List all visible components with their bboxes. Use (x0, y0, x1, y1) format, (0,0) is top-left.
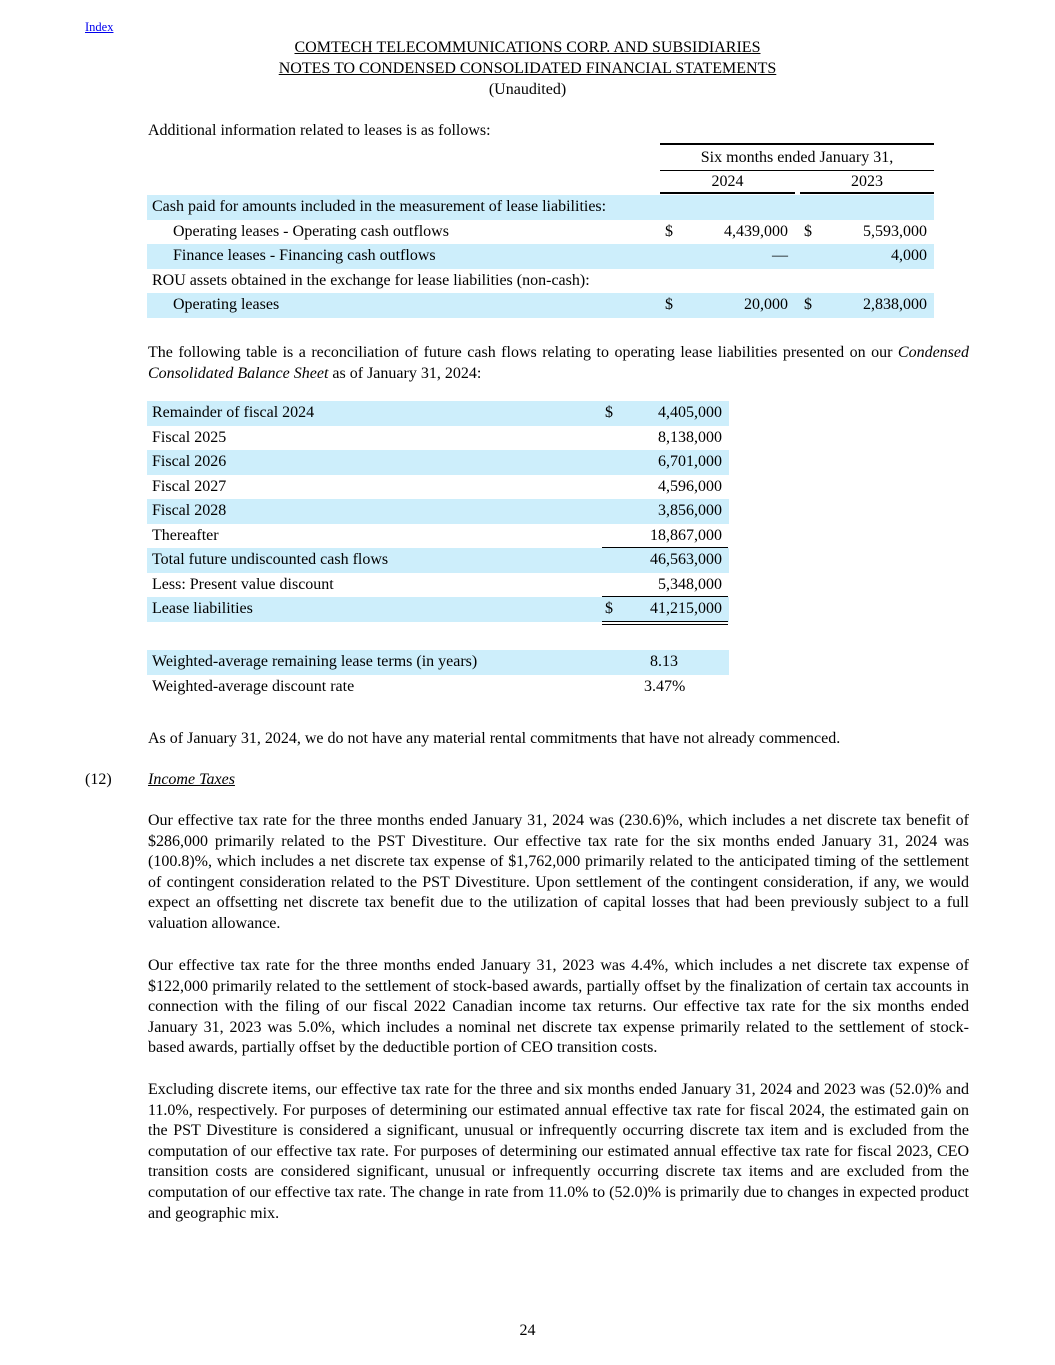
company-name: COMTECH TELECOMMUNICATIONS CORP. AND SUBSIDIARIES (294, 39, 761, 56)
index-link[interactable]: Index (85, 20, 114, 34)
year-2024-rule (660, 192, 795, 194)
reconciliation-label: Total future undiscounted cash flows (152, 551, 389, 568)
reconciliation-row (147, 426, 729, 451)
reconciliation-label: Fiscal 2026 (152, 453, 227, 470)
reconciliation-label: Thereafter (152, 526, 219, 544)
reconciliation-row (147, 548, 729, 573)
lease-value-2024: — (772, 247, 788, 264)
reconciliation-value: 18,867,000 (650, 526, 722, 544)
reconciliation-intro-text: as of January 31, 2024: (328, 364, 482, 382)
currency-symbol: $ (804, 222, 812, 240)
reconciliation-row (147, 597, 729, 622)
weighted-row (147, 675, 729, 700)
lease-value-2024: 4,439,000 (724, 222, 788, 240)
reconciliation-row (147, 475, 729, 500)
period-underline (660, 170, 934, 171)
double-rule-lower (602, 624, 728, 625)
currency-symbol: $ (804, 296, 812, 313)
reconciliation-label: Fiscal 2025 (152, 428, 227, 446)
lease-value-2023: 5,593,000 (863, 222, 927, 240)
weighted-label: Weighted-average remaining lease terms (in years) (152, 653, 478, 670)
income-tax-paragraph: Excluding discrete items, our effective tax rate for the three and six months ended January 31, 2024 and 2023 was (52.0)% and 11.0%, respectively. For purposes of determining our estimated annual effective tax rate for fiscal 2024, the estimated gain on the PST Divestiture is considered a significant, unusual or infrequently occurring discrete tax item and is excluded from the computation of our effective tax rate. For purposes of determining our estimated annual effective tax rate for fiscal 2023, CEO transition costs are considered significant, unusual or infrequently occurring discrete tax items and are excluded from the computation of our effective tax rate. The change in rate from 11.0% to (52.0)% is primarily due to changes in expected product and geographic mix. (148, 1081, 969, 1222)
lease-value-2024: 20,000 (744, 296, 788, 313)
lease-row (147, 220, 934, 245)
lease-row (147, 293, 934, 318)
reconciliation-row (147, 499, 729, 524)
reconciliation-label: Remainder of fiscal 2024 (152, 404, 315, 421)
weighted-row (147, 650, 729, 675)
section-title: Income Taxes (148, 771, 235, 788)
lease-row-label: Finance leases - Financing cash outflows (173, 247, 436, 264)
reconciliation-value: 5,348,000 (658, 575, 722, 593)
reconciliation-label: Lease liabilities (152, 600, 253, 617)
reconciliation-value: 6,701,000 (658, 453, 722, 470)
lease-row-label: Cash paid for amounts included in the measurement of lease liabilities: (152, 198, 607, 215)
unaudited-label: (Unaudited) (488, 81, 567, 98)
lease-value-2023: 4,000 (891, 247, 927, 264)
reconciliation-label: Fiscal 2028 (152, 502, 227, 519)
lease-row (147, 269, 934, 294)
weighted-label: Weighted-average discount rate (152, 677, 355, 695)
lease-row-label: Operating leases (173, 296, 280, 313)
lease-info-intro: Additional information related to leases is as follows: (148, 122, 491, 139)
lease-row-label: ROU assets obtained in the exchange for lease liabilities (non-cash): (152, 271, 590, 289)
currency-symbol: $ (605, 404, 613, 421)
currency-symbol: $ (605, 600, 613, 617)
reconciliation-row (147, 524, 729, 549)
page-number: 24 (519, 1322, 536, 1339)
reconciliation-intro-text: The following table is a reconciliation of future cash flows relating to operating lease liabilities presented on our (148, 344, 898, 361)
reconciliation-value: 41,215,000 (650, 600, 722, 617)
reconciliation-row (147, 450, 729, 475)
lease-row (147, 195, 934, 220)
year-2024-header: 2024 (711, 173, 744, 190)
balance-sheet-title: Condensed Consolidated Balance Sheet (148, 344, 969, 382)
currency-symbol: $ (665, 222, 673, 240)
reconciliation-value: 3,856,000 (658, 502, 722, 519)
year-2023-rule (800, 192, 934, 194)
reconciliation-row (147, 573, 729, 598)
header-top-rule (660, 143, 934, 145)
period-header: Six months ended January 31, (700, 149, 894, 166)
income-tax-paragraph: Our effective tax rate for the three months ended January 31, 2024 was (230.6)%, which includes a net discrete tax benefit of $286,000 primarily related to the PST Divestiture. Our effective tax rate for the six months ended January 31, 2024 was (100.8)%, which includes a net discrete tax expense of $1,762,000 primarily related to the anticipated timing of the settlement of contingent consideration related to the PST Divestiture. Upon settlement of the contingent consideration, if any, we would expect an offsetting net discrete tax benefit due to the utilization of capital losses that had been previously subject to a full valuation allowance. (148, 812, 969, 932)
reconciliation-row (147, 401, 729, 426)
weighted-value: 8.13 (650, 653, 678, 670)
notes-title: NOTES TO CONDENSED CONSOLIDATED FINANCIAL STATEMENTS (278, 60, 777, 77)
year-2023-header: 2023 (851, 173, 883, 190)
weighted-value: 3.47% (644, 677, 686, 695)
reconciliation-value: 8,138,000 (658, 428, 722, 446)
double-rule-upper (602, 621, 728, 622)
reconciliation-intro (148, 343, 969, 384)
reconciliation-value: 4,596,000 (658, 477, 722, 495)
currency-symbol: $ (665, 296, 673, 313)
reconciliation-label: Fiscal 2027 (152, 477, 227, 495)
section-number: (12) (85, 771, 112, 788)
reconciliation-value: 46,563,000 (650, 551, 722, 568)
commitments-text: As of January 31, 2024, we do not have any material rental commitments that have not already commenced. (148, 730, 841, 747)
lease-value-2023: 2,838,000 (863, 296, 927, 313)
income-tax-paragraph: Our effective tax rate for the three months ended January 31, 2023 was 4.4%, which includes a net discrete tax expense of $122,000 primarily related to the settlement of stock-based awards, partially offset by the finalization of certain tax accounts in connection with the filing of our fiscal 2022 Canadian income tax returns. Our effective tax rate for the six months ended January 31, 2023 was 5.0%, which includes a nominal net discrete tax expense primarily related to the settlement of stock-based awards, partially offset by the deductible portion of CEO transition costs. (148, 957, 969, 1057)
reconciliation-value: 4,405,000 (658, 404, 722, 421)
lease-row-label: Operating leases - Operating cash outflows (173, 222, 449, 240)
reconciliation-label: Less: Present value discount (152, 575, 334, 593)
lease-row (147, 244, 934, 269)
